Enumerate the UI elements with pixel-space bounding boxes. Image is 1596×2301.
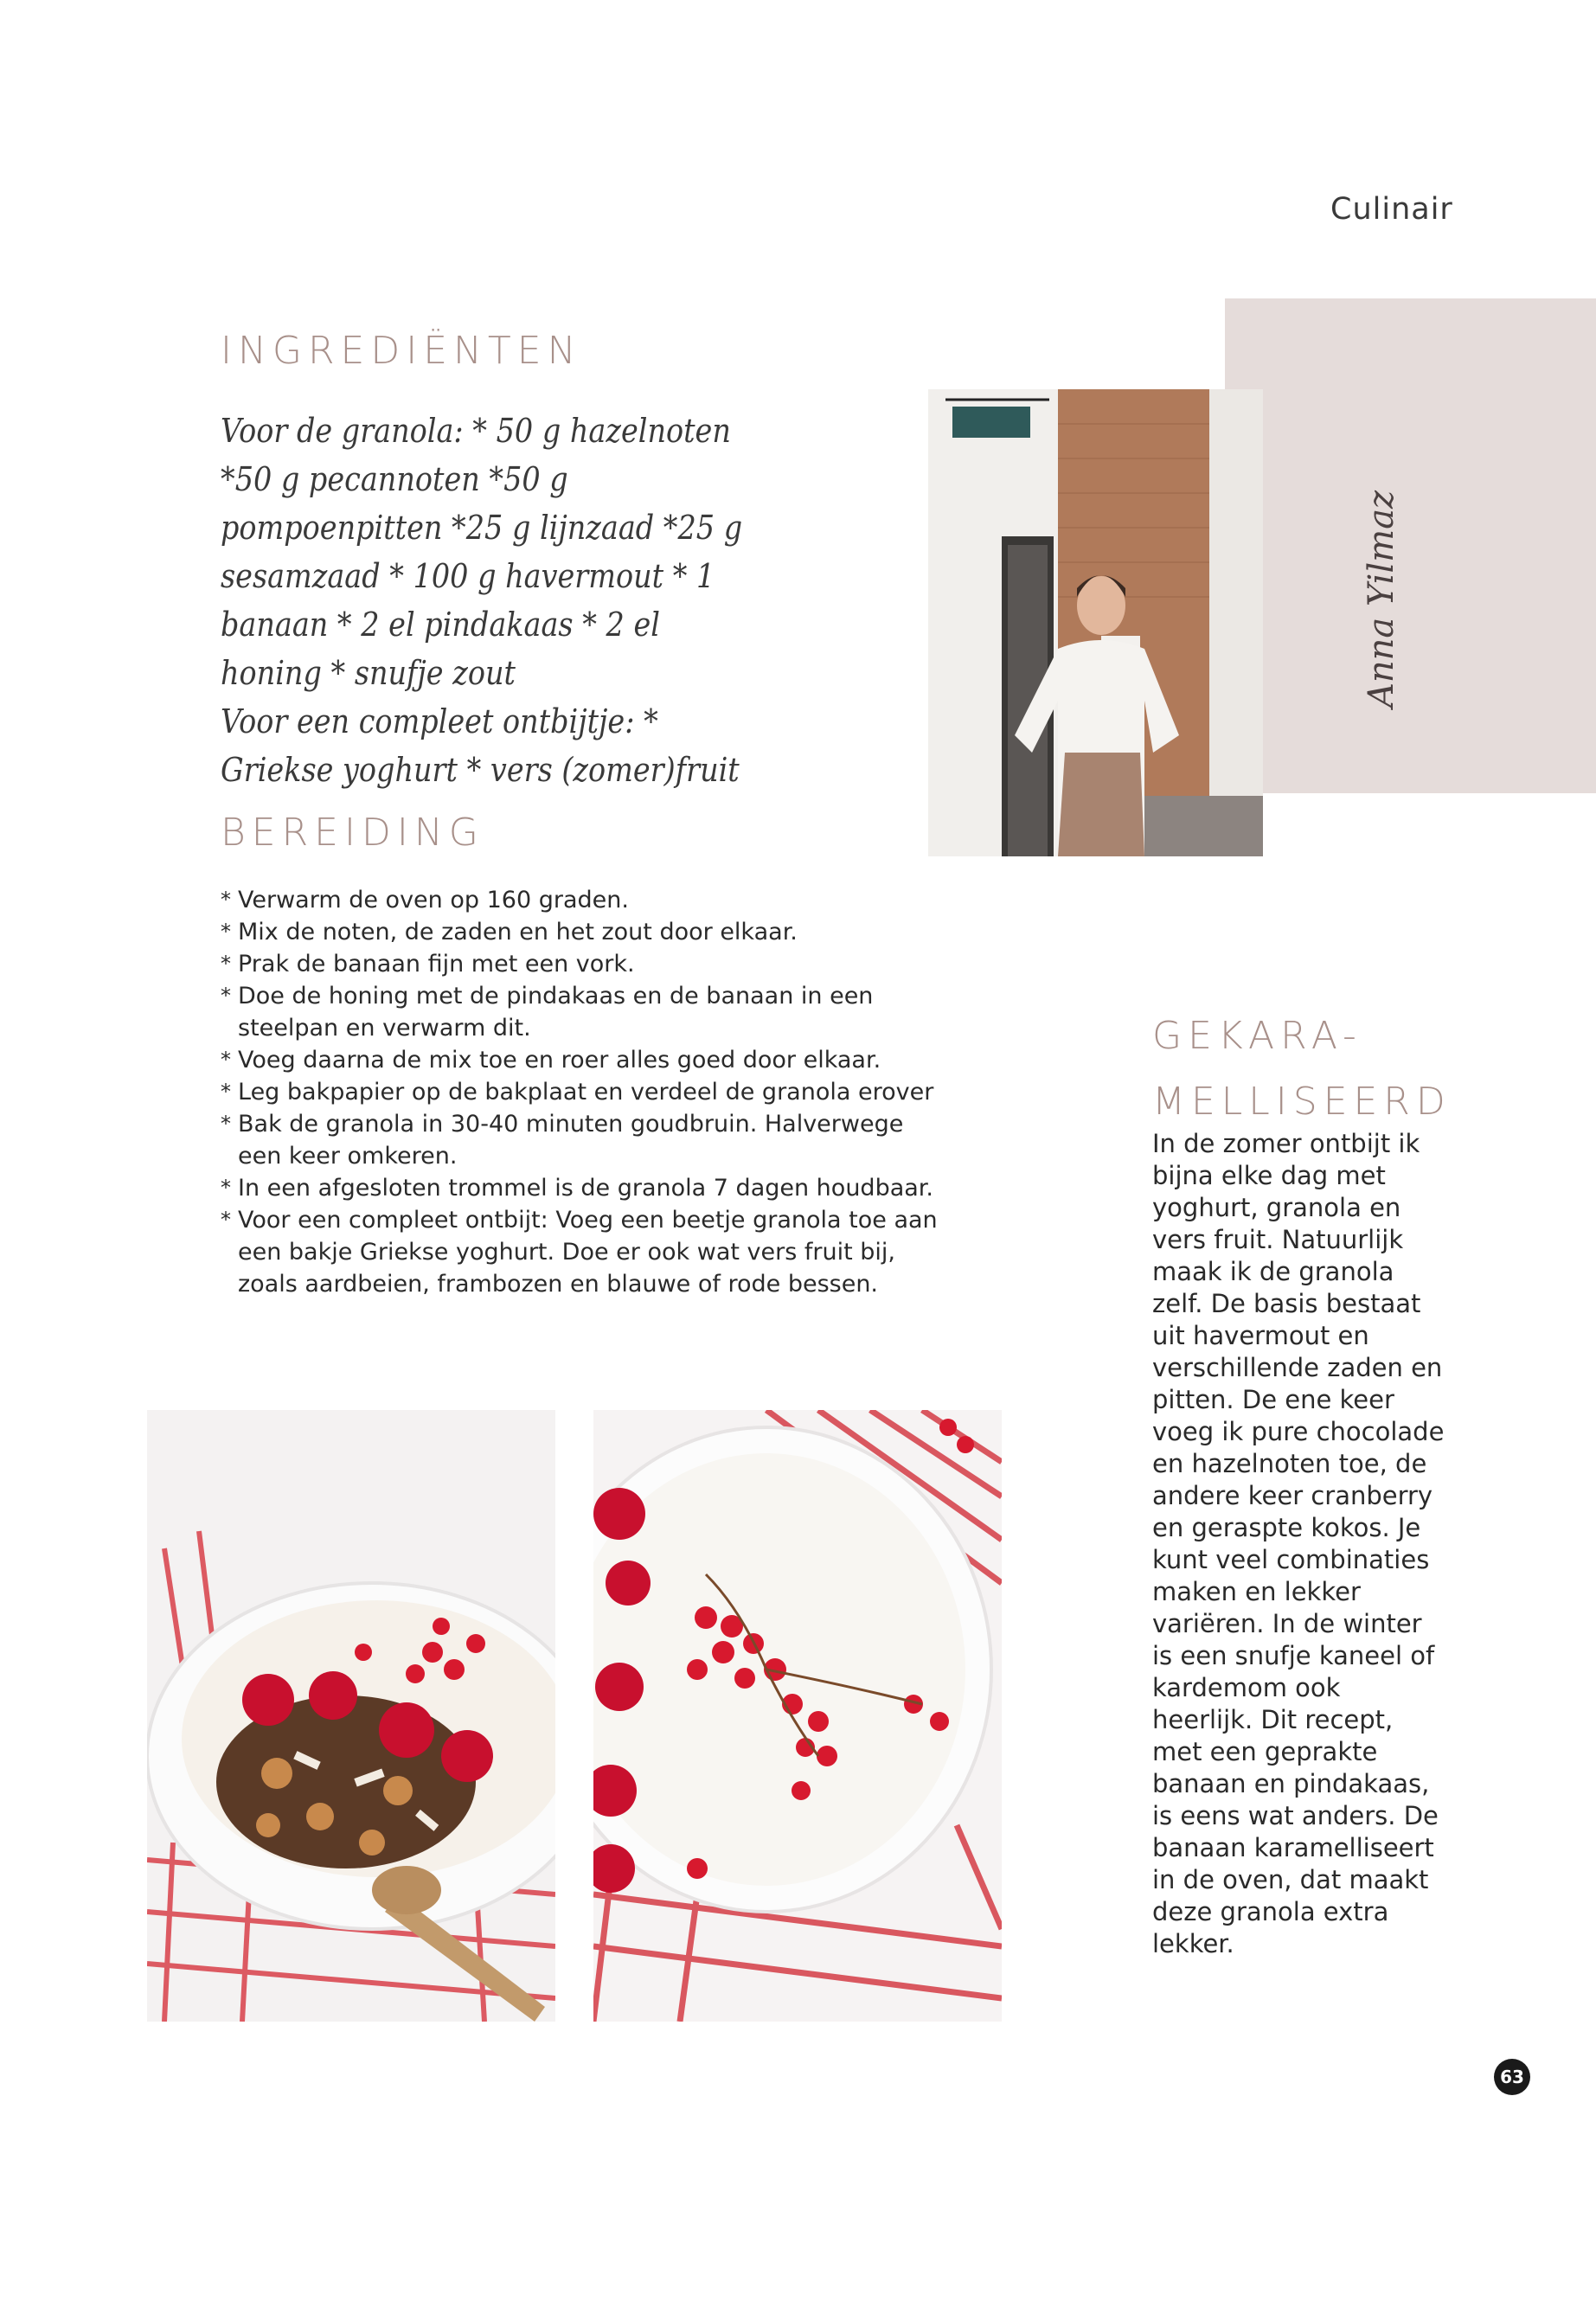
sidebar-body: In de zomer ontbijt ik bijna elke dag met yoghurt, granola en vers fruit. Natuurlijk maak ik de granola zelf. De basis bestaat uit havermout en verschillende zaden en pitten. De ene keer voeg ik pure chocolade en hazelnoten toe, de andere keer cranberry en geraspte kokos. Je kunt veel combinaties maken en lekker variëren. In de winter is een snufje kaneel of kardemom ook heerlijk. Dit recept, met een geprakte banaan en pindakaas, is eens wat anders. De banaan karamelliseert in de oven, dat maakt deze granola extra lekker. (1152, 1129, 1445, 1958)
step-item: * Prak de banaan fijn met een vork. (221, 948, 947, 980)
ingredients-breakfast: Voor een compleet ontbijtje: * Griekse yoghurt * vers (zomer)fruit (221, 702, 740, 789)
page-number: 63 (1494, 2059, 1530, 2095)
step-item: * Voeg daarna de mix toe en roer alles goed door elkaar. (221, 1044, 947, 1076)
portrait-caption: Anna Yilmaz (1362, 490, 1401, 708)
step-item: * Mix de noten, de zaden en het zout door elkaar. (221, 916, 947, 948)
step-item: * Voor een compleet ontbijt: Voeg een beetje granola toe aan een bakje Griekse yoghurt. Doe er ook wat vers fruit bij, zoals aardbeien, frambozen en blauwe of rode bessen. (221, 1204, 947, 1300)
step-item: * Bak de granola in 30-40 minuten goudbruin. Halverwege een keer omkeren. (221, 1108, 947, 1172)
step-item: * Leg bakpapier op de bakplaat en verdeel de granola erover (221, 1076, 947, 1108)
ingredients-granola: Voor de granola: * 50 g hazelnoten *50 g pecannoten *50 g pompoenpitten *25 g lijnzaad *25 g sesamzaad * 100 g havermout * 1 banaan * 2 el pindakaas * 2 el honing * snufje zout (221, 412, 743, 692)
granola-bowl-photo (147, 1410, 555, 2022)
step-item: * Doe de honing met de pindakaas en de banaan in een steelpan en verwarm dit. (221, 980, 947, 1044)
sidebar-heading-line2: MELLISEERD (1152, 1080, 1452, 1124)
ingredients-heading: INGREDIËNTEN (221, 329, 582, 373)
bereiding-heading: BEREIDING (221, 811, 484, 855)
sidebar-heading-line1: GEKARA- (1152, 1014, 1362, 1058)
section-label: Culinair (1330, 192, 1453, 227)
yoghurt-bowl-photo (593, 1410, 1002, 2022)
sidebar-heading (1152, 1003, 1452, 1135)
step-item: * In een afgesloten trommel is de granola 7 dagen houdbaar. (221, 1172, 947, 1204)
bereiding-steps (221, 884, 947, 1300)
portrait-photo (928, 389, 1263, 856)
step-item: * Verwarm de oven op 160 graden. (221, 884, 947, 916)
ingredients-list (221, 407, 746, 794)
